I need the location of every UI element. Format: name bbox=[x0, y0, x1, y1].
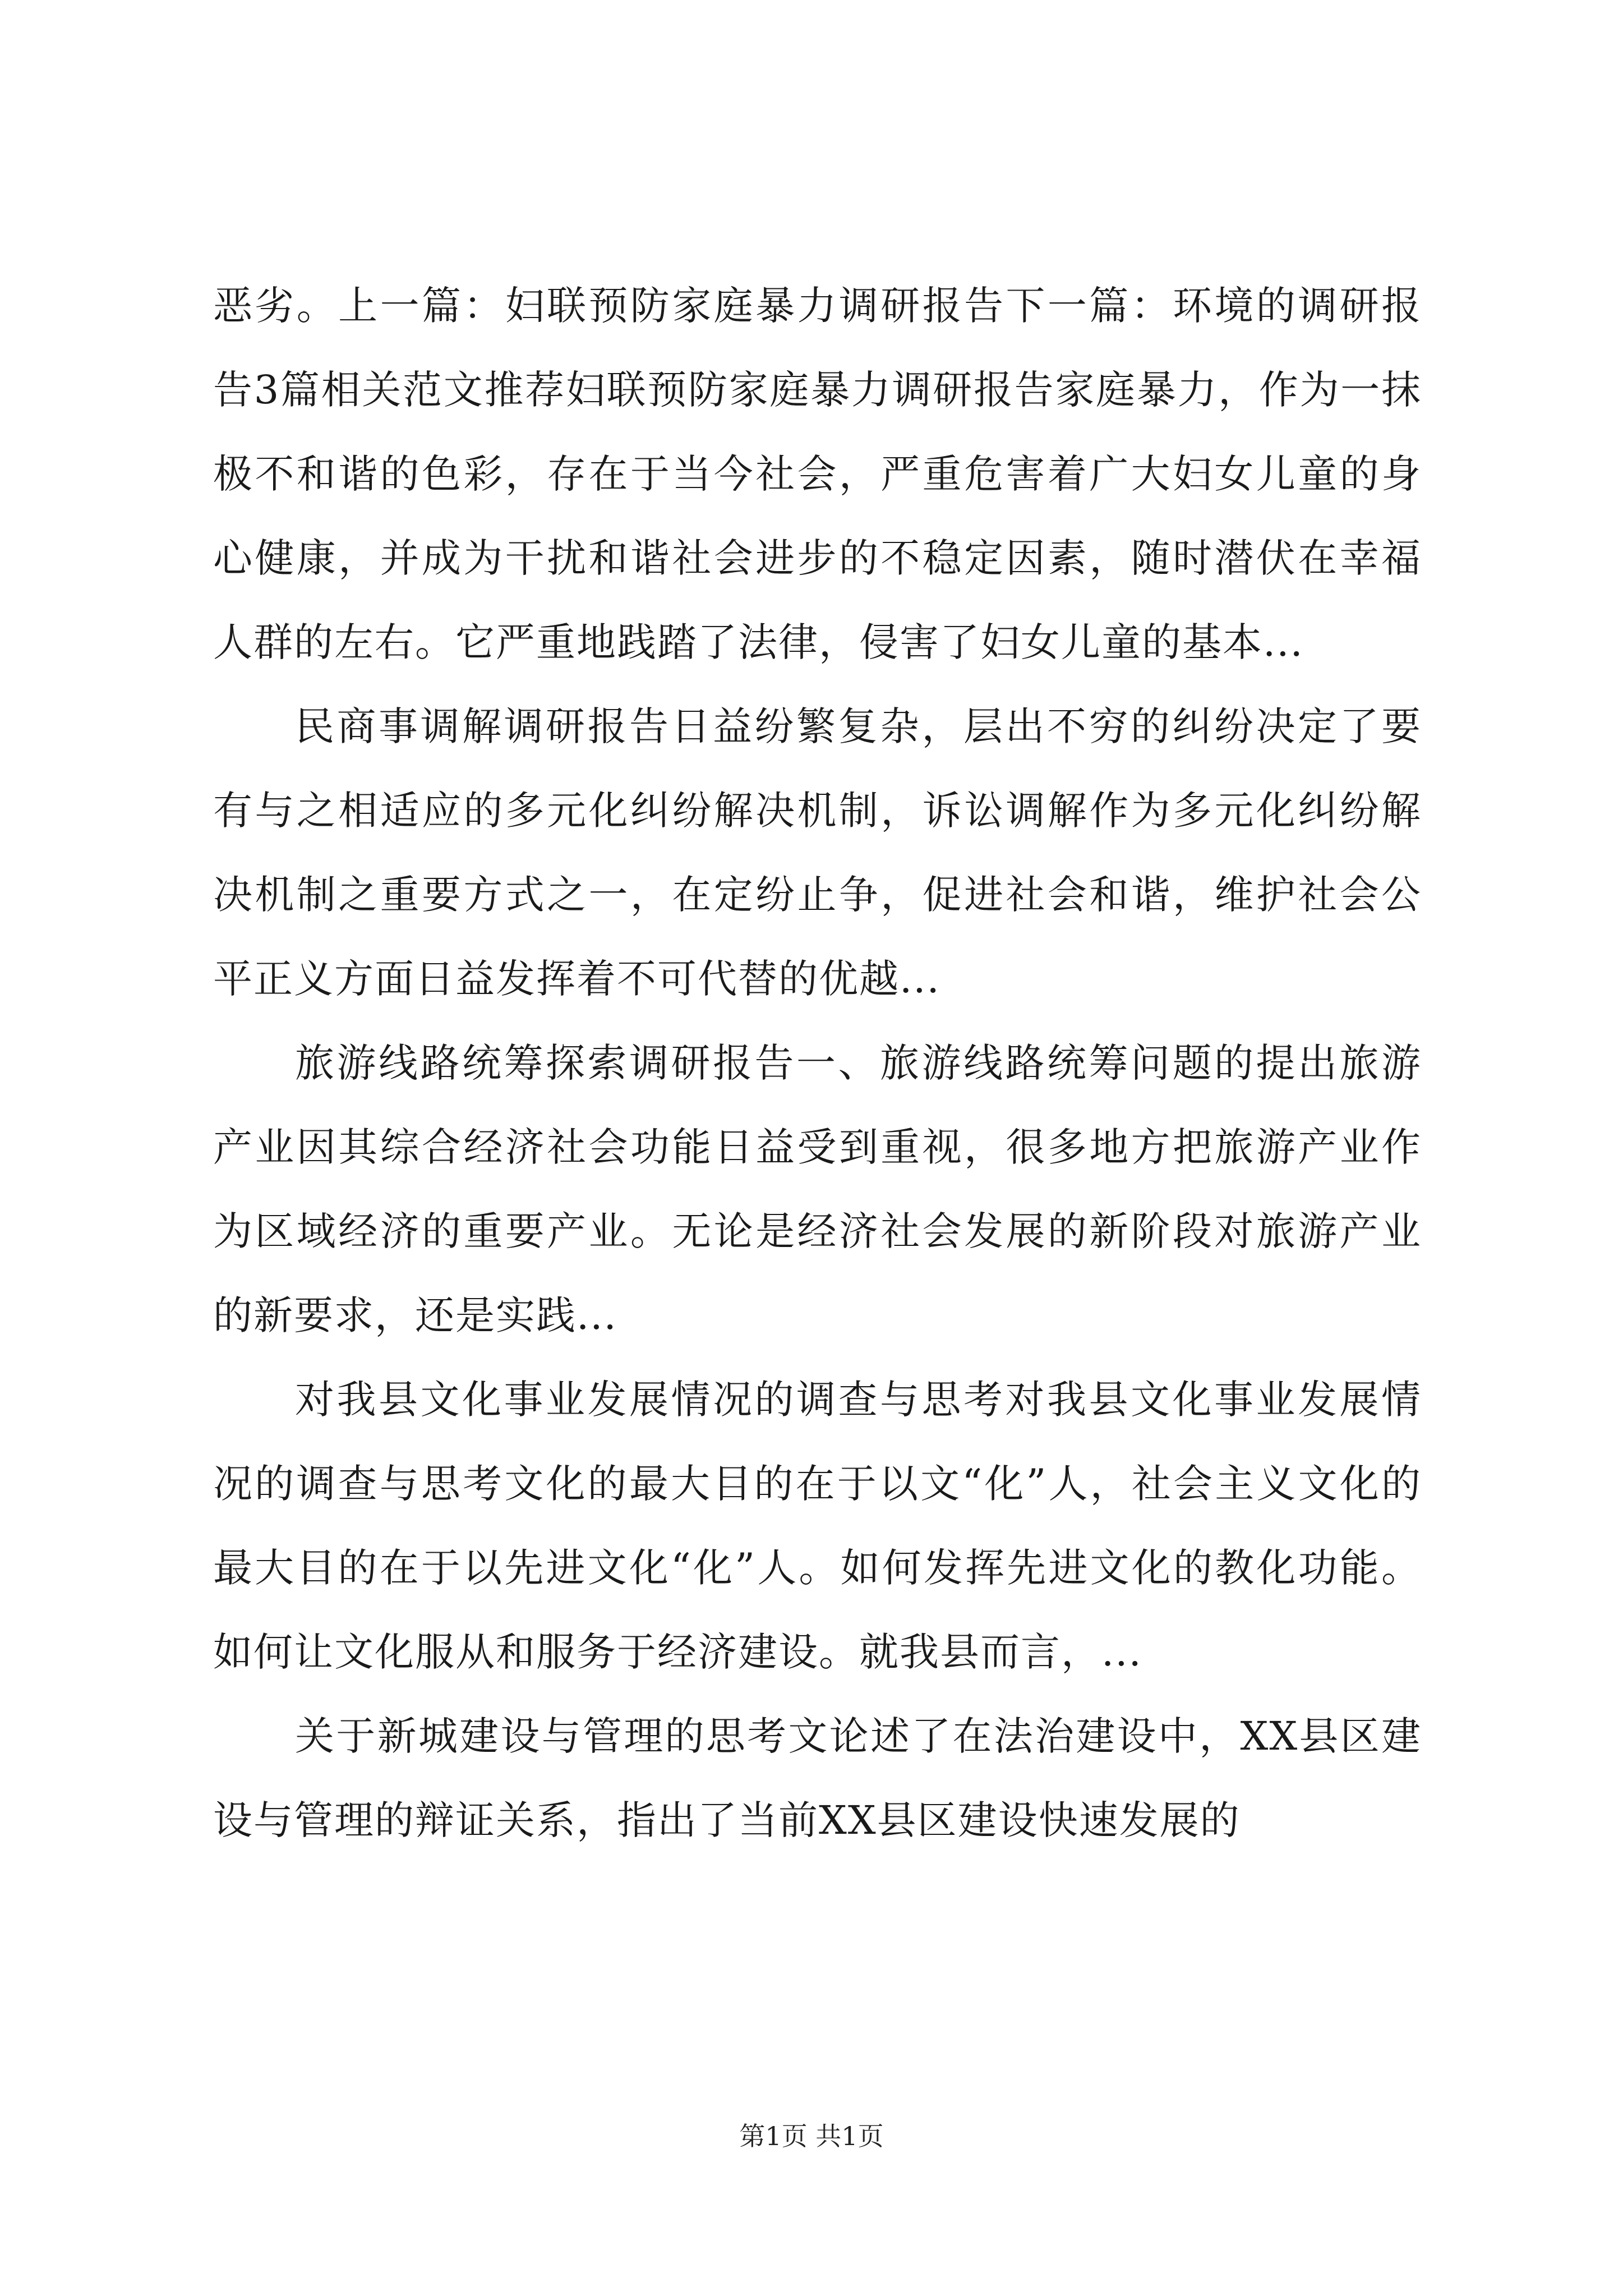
paragraph-5: 关于新城建设与管理的思考文论述了在法治建设中，XX县区建设与管理的辩证关系，指出了当前XX县区建设快速发展的 bbox=[213, 1713, 1422, 1843]
paragraph-3: 旅游线路统筹探索调研报告一、旅游线路统筹问题的提出旅游产业因其综合经济社会功能日益受到重视，很多地方把旅游产业作为区域经济的重要产业。无论是经济社会发展的新阶段对旅游产业的新要求，还是实践... bbox=[213, 1040, 1422, 1338]
document-body bbox=[213, 264, 1422, 1862]
page-number-footer: 第1页 共1页 bbox=[739, 2121, 884, 2151]
paragraph-2: 民商事调解调研报告日益纷繁复杂，层出不穷的纠纷决定了要有与之相适应的多元化纠纷解决机制，诉讼调解作为多元化纠纷解决机制之重要方式之一，在定纷止争，促进社会和谐，维护社会公平正义方面日益发挥着不可代替的优越... bbox=[213, 703, 1422, 1002]
paragraph-1: 恶劣。上一篇：妇联预防家庭暴力调研报告下一篇：环境的调研报告3篇相关范文推荐妇联预防家庭暴力调研报告家庭暴力，作为一抹极不和谐的色彩，存在于当今社会，严重危害着广大妇女儿童的身心健康，并成为干扰和谐社会进步的不稳定因素，随时潜伏在幸福人群的左右。它严重地践踏了法律，侵害了妇女儿童的基本... bbox=[213, 283, 1422, 665]
paragraph-4: 对我县文化事业发展情况的调查与思考对我县文化事业发展情况的调查与思考文化的最大目的在于以文“化”人，社会主义文化的最大目的在于以先进文化“化”人。如何发挥先进文化的教化功能。如何让文化服从和服务于经济建设。就我县而言，... bbox=[213, 1377, 1422, 1675]
